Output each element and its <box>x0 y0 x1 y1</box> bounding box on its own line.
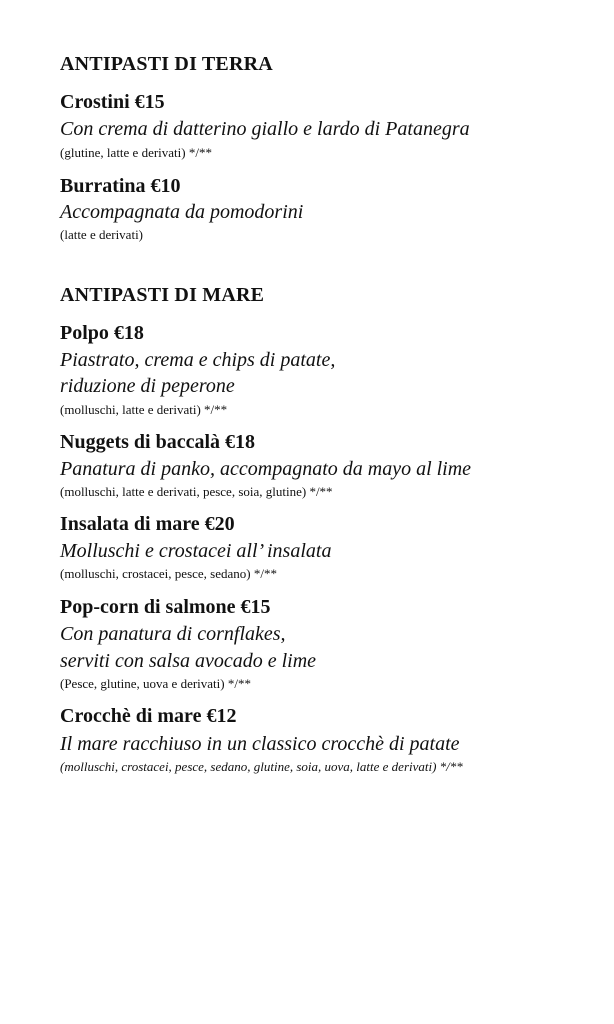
dish-allergens-nuggets: (molluschi, latte e derivati, pesce, soia, glutine) */** <box>60 484 333 499</box>
dish-allergens-insalata: (molluschi, crostacei, pesce, sedano) */** <box>60 566 277 581</box>
dish-description-popcorn-line-1: Con panatura di cornflakes, <box>60 623 286 645</box>
dish-description-popcorn-line-2: serviti con salsa avocado e lime <box>60 650 317 672</box>
dish-description-insalata: Molluschi e crostacei all’ insalata <box>60 540 332 562</box>
dish-title-nuggets: Nuggets di baccalà €18 <box>60 431 255 453</box>
dish-description-crostini: Con crema di datterino giallo e lardo di Patanegra <box>60 118 470 140</box>
section-title-mare: ANTIPASTI DI MARE <box>60 284 265 306</box>
dish-allergens-burratina: (latte e derivati) <box>60 227 144 242</box>
dish-description-polpo-line-2: riduzione di peperone <box>60 375 235 397</box>
dish-title-burratina: Burratina €10 <box>60 175 181 197</box>
dish-allergens-popcorn: (Pesce, glutine, uova e derivati) */** <box>60 676 251 691</box>
dish-allergens-polpo: (molluschi, latte e derivati) */** <box>60 402 228 417</box>
dish-title-crocche: Crocchè di mare €12 <box>60 705 237 727</box>
dish-title-popcorn: Pop-corn di salmone €15 <box>60 596 271 618</box>
dish-title-polpo: Polpo €18 <box>60 322 144 344</box>
dish-title-insalata: Insalata di mare €20 <box>60 513 235 535</box>
section-title-terra: ANTIPASTI DI TERRA <box>60 53 273 75</box>
dish-description-polpo-line-1: Piastrato, crema e chips di patate, <box>60 349 336 371</box>
dish-title-crostini: Crostini €15 <box>60 91 165 113</box>
dish-description-burratina: Accompagnata da pomodorini <box>60 201 304 223</box>
dish-allergens-crocche: (molluschi, crostacei, pesce, sedano, glutine, soia, uova, latte e derivati) */** <box>60 759 463 774</box>
dish-description-crocche: Il mare racchiuso in un classico crocchè di patate <box>60 733 460 755</box>
dish-description-nuggets: Panatura di panko, accompagnato da mayo al lime <box>60 458 472 480</box>
dish-allergens-crostini: (glutine, latte e derivati) */** <box>60 145 212 160</box>
